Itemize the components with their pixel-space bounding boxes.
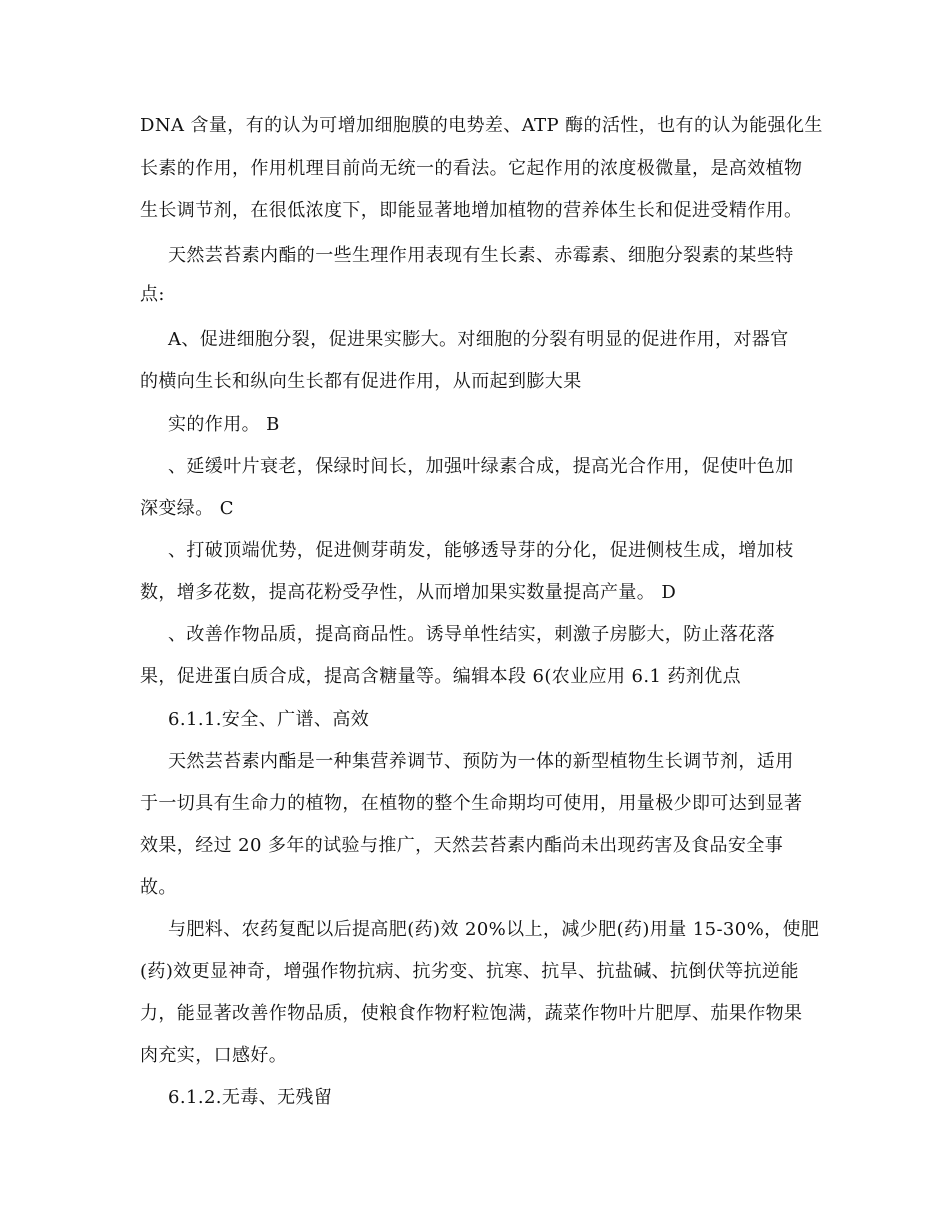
text-line: 力，能显著改善作物品质，使粮食作物籽粒饱满，蔬菜作物叶片肥厚、茄果作物果 [140,1003,803,1024]
text-line: 与肥料、农药复配以后提高肥(药)效 20%以上，减少肥(药)用量 15-30%，使肥 [168,919,820,940]
text-line: 效果，经过 20 多年的试验与推广，天然芸苔素内酯尚未出现药害及食品安全事 [140,835,784,856]
text-line: 点: [140,284,165,305]
text-line: 实的作用。 B [168,414,280,435]
text-line: 的横向生长和纵向生长都有促进作用，从而起到膨大果 [140,371,582,392]
text-line: DNA 含量，有的认为可增加细胞膜的电势差、ATP 酶的活性，也有的认为能强化生 [140,115,823,136]
text-line: 生长调节剂，在很低浓度下，即能显著地增加植物的营养体生长和促进受精作用。 [140,200,803,221]
text-line: 肉充实，口感好。 [140,1045,288,1066]
text-line: 天然芸苔素内酯是一种集营养调节、预防为一体的新型植物生长调节剂，适用 [168,751,794,772]
text-line: 长素的作用，作用机理目前尚无统一的看法。它起作用的浓度极微量，是高效植物 [140,158,803,179]
text-line: 天然芸苔素内酯的一些生理作用表现有生长素、赤霉素、细胞分裂素的某些特 [168,245,794,266]
section-heading: 6.1.1.安全、广谱、高效 [168,709,370,730]
text-line: 、打破顶端优势，促进侧芽萌发，能够透导芽的分化，促进侧枝生成，增加枝 [168,540,794,561]
text-line: 、改善作物品质，提高商品性。诱导单性结实，刺激子房膨大，防止落花落 [168,624,776,645]
text-line: 、延缓叶片衰老，保绿时间长，加强叶绿素合成，提高光合作用，促使叶色加 [168,456,794,477]
text-line: 故。 [140,877,177,898]
text-line: A、促进细胞分裂，促进果实膨大。对细胞的分裂有明显的促进作用，对器官 [168,329,789,350]
text-line: 数，增多花数，提高花粉受孕性，从而增加果实数量提高产量。 D [140,582,677,603]
text-line: 深变绿。 C [140,498,234,519]
text-line: (药)效更显神奇，增强作物抗病、抗劣变、抗寒、抗旱、抗盐碱、抗倒伏等抗逆能 [140,961,799,982]
text-line: 果，促进蛋白质合成，提高含糖量等。编辑本段 6(农业应用 6.1 药剂优点 [140,666,742,687]
text-line: 于一切具有生命力的植物，在植物的整个生命期均可使用，用量极少即可达到显著 [140,793,803,814]
section-heading: 6.1.2.无毒、无残留 [168,1087,333,1108]
